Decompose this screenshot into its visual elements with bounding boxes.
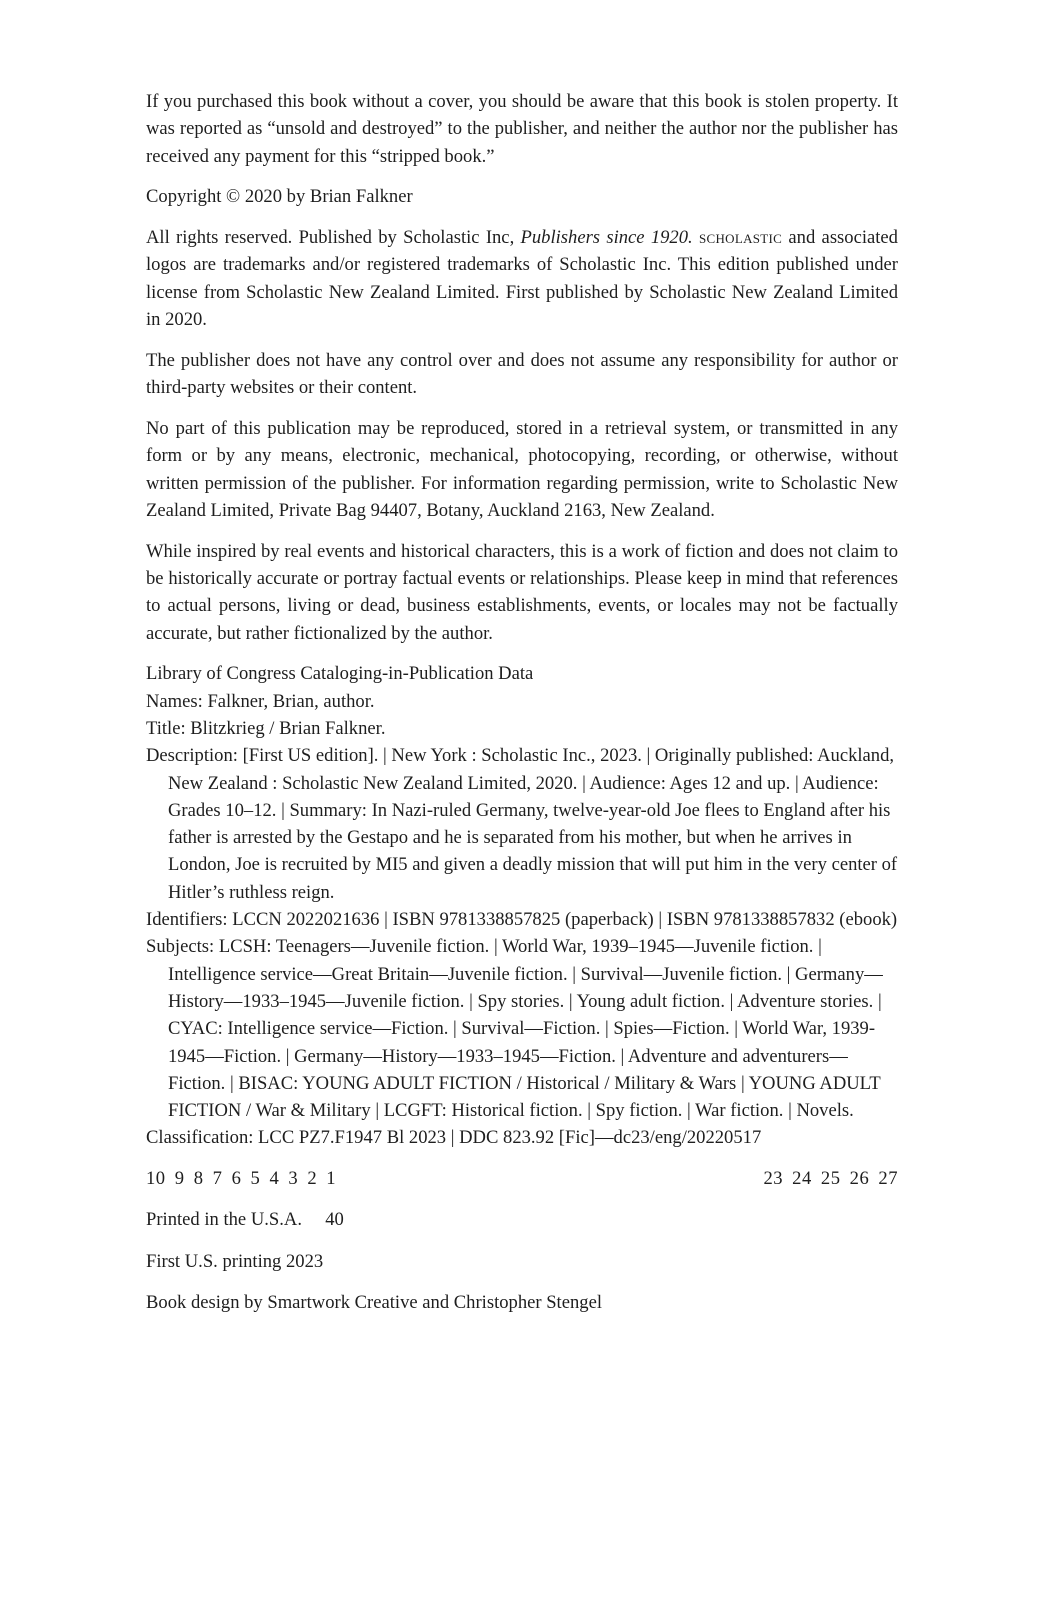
fiction-disclaimer-paragraph: While inspired by real events and historical characters, this is a work of fiction and does not claim to be historically accurate or portray factual events or relationships. Please keep in mind that references to actual persons, living or dead, business establishments, events, or locales may not be factually accurate, but rather fictionalized by the author. (146, 540, 898, 644)
print-line: 10 9 8 7 6 5 4 3 2 1 (146, 1168, 337, 1190)
printed-in-line: Printed in the U.S.A. 40 (146, 1209, 344, 1231)
first-printing-line: First U.S. printing 2023 (146, 1250, 324, 1272)
cip-heading: Library of Congress Cataloging-in-Publication Data (146, 663, 534, 685)
book-design-credit: Book design by Smartwork Creative and Christopher Stengel (146, 1292, 602, 1314)
cip-description: Description: [First US edition]. | New York : Scholastic Inc., 2023. | Originally published: Auckland, New Zealand : Scholastic New Zealand Limited, 2020. | Audience: Ages 12 and up. | Audience: Grades 10–12. | Summary: In Nazi-ruled Germany, twelve-year-old Joe flees to England after his father is arrested by the Gestapo and he is separated from his mother, but when he arrives in London, Joe is recruited by MI5 and given a deadly mission that will put him in the very center of Hitler’s ruthless reign. (146, 745, 898, 903)
cip-classification: Classification: LCC PZ7.F1947 Bl 2023 | DDC 823.92 [Fic]—dc23/eng/20220517 (146, 1127, 762, 1149)
reproduction-paragraph: No part of this publication may be reproduced, stored in a retrieval system, or transmitted in any form or by any means, electronic, mechanical, photocopying, recording, or otherwise, without written permission of the publisher. For information regarding permission, write to Scholastic New Zealand Limited, Private Bag 94407, Botany, Auckland 2163, New Zealand. (146, 417, 898, 521)
publishers-since-italic: Publishers since 1920. (520, 227, 693, 249)
cip-identifiers: Identifiers: LCCN 2022021636 | ISBN 9781338857825 (paperback) | ISBN 9781338857832 (ebook) (146, 909, 898, 931)
cip-data-block (146, 660, 898, 1151)
cip-title: Title: Blitzkrieg / Brian Falkner. (146, 717, 386, 739)
rights-text-start: All rights reserved. Published by Scholastic Inc, (146, 227, 521, 249)
printing-number-row (146, 1165, 898, 1192)
stripped-book-notice: If you purchased this book without a cover, you should be aware that this book is stolen property. It was reported as “unsold and destroyed” to the publisher, and neither the author nor the publisher has received any payment for this “stripped book.” (146, 91, 898, 167)
copyright-text-column (146, 88, 898, 1316)
scholastic-small-caps: scholastic (698, 227, 783, 249)
responsibility-paragraph: The publisher does not have any control over and does not assume any responsibility for author or third-party websites or their content. (146, 349, 898, 399)
copyright-line: Copyright © 2020 by Brian Falkner (146, 186, 413, 208)
cip-names: Names: Falkner, Brian, author. (146, 690, 375, 712)
cip-subjects: Subjects: LCSH: Teenagers—Juvenile fiction. | World War, 1939–1945—Juvenile fiction. | Intelligence service—Great Britain—Juvenile fiction. | Survival—Juvenile fiction. | Germany—History—1933–1945—Juvenile fiction. | Spy stories. | Young adult fiction. | Adventure stories. | CYAC: Intelligence service—Fiction. | Survival—Fiction. | Spies—Fiction. | World War, 1939-1945—Fiction. | Germany—History—1933–1945—Fiction. | Adventure and adventurers—Fiction. | BISAC: YOUNG ADULT FICTION / Historical / Military & Wars | YOUNG ADULT FICTION / War & Military | LCGFT: Historical fiction. | Spy fiction. | War fiction. | Novels. (146, 936, 883, 1122)
year-line: 23 24 25 26 27 (763, 1168, 898, 1190)
rights-text-end: and associated logos are trademarks and/or registered trademarks of Scholastic Inc. This edition published under license from Scholastic New Zealand Limited. First published by Scholastic New Zealand Limited in 2020. (146, 227, 898, 331)
rights-paragraph (146, 224, 898, 333)
